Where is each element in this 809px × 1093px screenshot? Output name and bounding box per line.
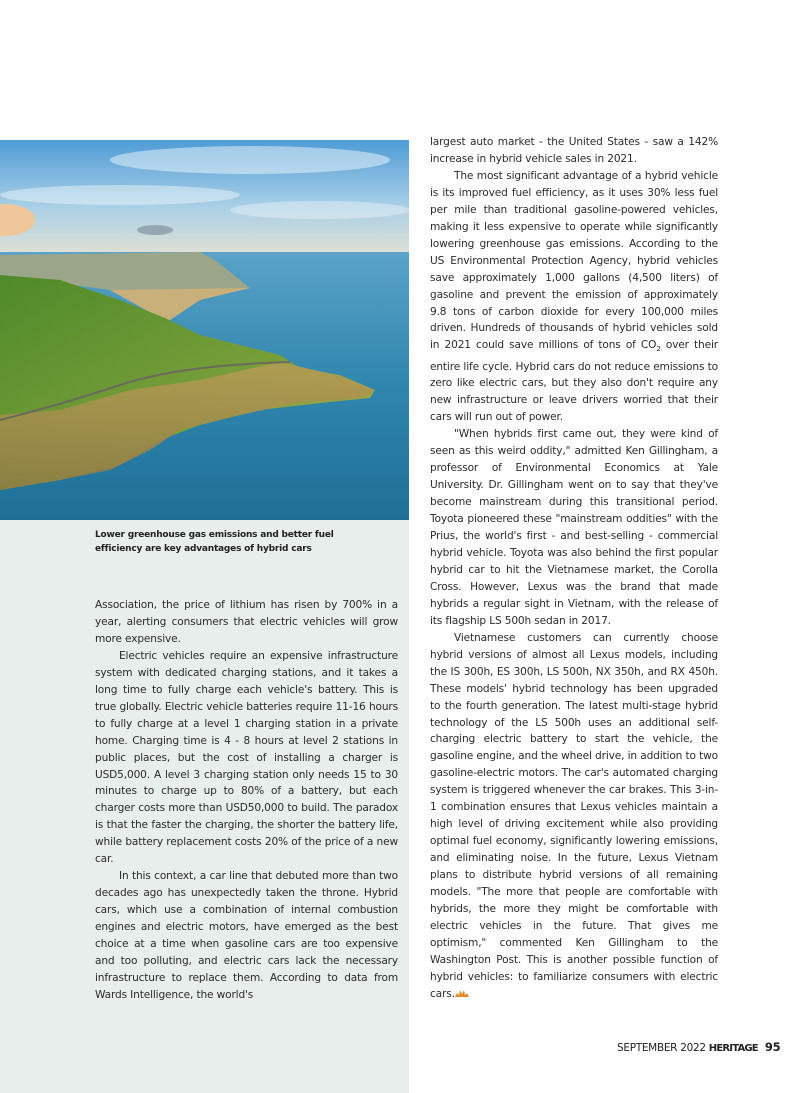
photo-caption	[95, 528, 385, 556]
lotus-end-mark-icon	[455, 988, 469, 997]
paragraph-text: Vietnamese customers can currently choose hybrid versions of almost all Lexus models, including the IS 300h, ES 300h, LS 500h, NX 350h, and RX 450h. These models' hybrid technology has been upgraded to the fourth generation. The latest multi-stage hybrid technology of the LS 500h uses an additional self-charging electric battery to start the vehicle, the gasoline engine, and the wheel drive, in addition to two gasoline-electric motors. The car's automated charging system is triggered whenever the car brakes. This 3-in-1 combination ensures that Lexus vehicles maintain a high level of driving excitement while also providing optimal fuel economy, significantly lowering emissions, and eliminating noise. In the future, Lexus Vietnam plans to distribute hybrid versions of all remaining models. "The more that people are comfortable with hybrids, the more they might be comfortable with electric vehicles in the future. That gives me optimism," commented Ken Gillingham to the Washington Post. This is another possible function of hybrid vehicles: to familiarize consumers with electric cars.	[430, 631, 718, 1000]
right-text-column	[430, 134, 718, 1003]
left-paragraph: In this context, a car line that debuted more than two decades ago has unexpectedly taken the throne. Hybrid cars, which use a combination of internal combustion engines and electric motors, have emerged as the best choice at a time when gasoline cars are too expensive and too polluting, and electric cars lack the necessary infrastructure to replace them. According to data from Wards Intelligence, the world's	[95, 870, 398, 1001]
coastline-photo-image	[0, 140, 409, 520]
right-paragraph: largest auto market - the United States - saw a 142% increase in hybrid vehicle sales in 2021.	[430, 136, 718, 165]
left-text-column	[95, 597, 398, 1004]
coastline-photo	[0, 140, 409, 520]
right-paragraph: "When hybrids first came out, they were kind of seen as this weird oddity," admitted Ken Gillingham, a professor of Environmental Economics at Yale University. Dr. Gillingham went on to say that they've become mainstream during this transitional period. Toyota pioneered these "mainstream oddities" with the Prius, the world's first - and best-selling - commercial hybrid vehicle. Toyota was also behind the first popular hybrid car to hit the Vietnamese market, the Corolla Cross. However, Lexus was the brand that made hybrids a regular sight in Vietnam, with the release of its flagship LS 500h sedan in 2017.	[430, 428, 718, 627]
caption-line-1: Lower greenhouse gas emissions and better fuel	[95, 530, 334, 540]
left-paragraph: Electric vehicles require an expensive infrastructure system with dedicated charging stations, and it takes a long time to fully charge each vehicle's battery. This is true globally. Electric vehicle batteries require 11-16 hours to fully charge at a level 1 charging station in a private home. Charging time is 4 - 8 hours at level 2 stations in public places, but the cost of installing a charger is USD5,000. A level 3 charging station only needs 15 to 30 minutes to charge up to 80% of a battery, but each charger costs more than USD50,000 to build. The paradox is that the faster the charging, the shorter the battery life, while battery replacement costs 20% of the price of a new car.	[95, 649, 398, 866]
right-paragraph	[430, 630, 718, 1003]
page-footer	[617, 1040, 780, 1054]
caption-line-2: efficiency are key advantages of hybrid cars	[95, 544, 312, 554]
magazine-brand: HERITAGE	[708, 1043, 758, 1054]
paragraph-text: The most significant advantage of a hybrid vehicle is its improved fuel efficiency, as it uses 30% less fuel per mile than traditional gasoline-powered vehicles, making it less expensive to operate while significantly lowering greenhouse gas emissions. According to the US Environmental Protection Agency, hybrid vehicles save approximately 1,000 gallons (4,500 liters) of gasoline and prevent the emission of approximately 9.8 tons of carbon dioxide for every 100,000 miles driven. Hundreds of thousands of hybrid vehicles sold in 2021 could save millions of tons of CO	[430, 169, 718, 352]
right-paragraph	[430, 168, 718, 426]
paragraph-text: over their entire life cycle. Hybrid cars do not reduce emissions to zero like electric cars, but they also don't require any new infrastructure or leave drivers worried that their cars will run out of power.	[430, 339, 718, 424]
left-paragraph: Association, the price of lithium has risen by 700% in a year, alerting consumers that electric vehicles will grow more expensive.	[95, 599, 398, 645]
page-number: 95	[764, 1040, 781, 1054]
subscript-text: 2	[656, 345, 661, 354]
issue-date: SEPTEMBER 2022	[617, 1042, 706, 1054]
